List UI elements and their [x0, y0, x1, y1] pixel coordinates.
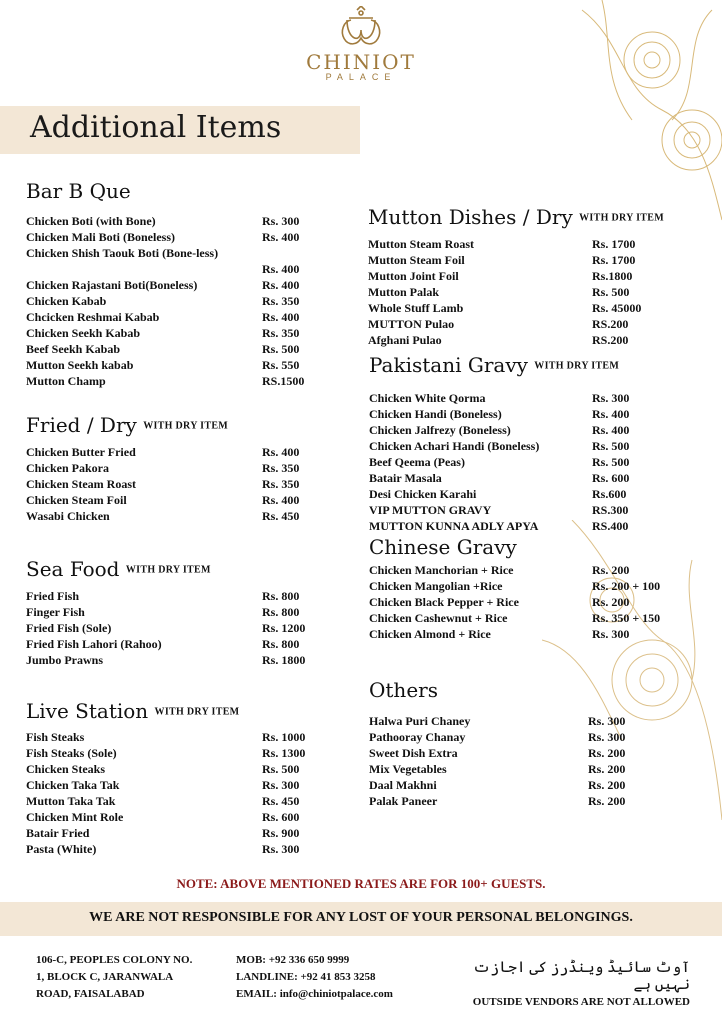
list-item: Chicken Cashewnut + Rice Rs. 350 + 150	[369, 611, 661, 625]
list-item: Daal Makhni Rs. 200	[369, 778, 626, 792]
list-item: Pathooray Chanay Rs. 300	[369, 730, 626, 744]
list-item: Fried Fish Rs. 800	[26, 589, 300, 603]
urdu-vendors-notice: آوٹ سائیڈ وینڈرز کی اجازت نہیں ہے	[472, 960, 690, 993]
list-item: Mutton Steam Roast Rs. 1700	[368, 237, 636, 251]
list-item: Mutton Taka Tak Rs. 450	[26, 794, 300, 808]
list-item: Chicken Boti (with Bone) Rs. 300	[26, 214, 300, 228]
item-list	[26, 444, 326, 524]
item-list	[369, 713, 689, 809]
section-title: Bar B Que	[26, 179, 131, 203]
list-item: Chicken Butter Fried Rs. 400	[26, 445, 300, 459]
list-item: Mutton Seekh kabab Rs. 550	[26, 358, 300, 372]
section-others	[369, 675, 689, 809]
footer-vendors	[440, 960, 690, 1011]
section-title: Chinese Gravy	[369, 535, 517, 559]
list-item: Chicken Rajastani Boti(Boneless) Rs. 400	[26, 278, 300, 292]
list-item: Chicken Achari Handi (Boneless) Rs. 500	[369, 439, 630, 453]
list-item: Chicken Mint Role Rs. 600	[26, 810, 300, 824]
list-item: Chicken Steaks Rs. 500	[26, 762, 300, 776]
list-item: Chicken Shish Taouk Boti (Bone-less) Rs. 400	[26, 246, 300, 276]
section-title: Pakistani Gravy WITH DRY ITEM	[369, 353, 620, 377]
list-item: Sweet Dish Extra Rs. 200	[369, 746, 626, 760]
list-item: VIP MUTTON GRAVY RS.300	[369, 503, 629, 517]
list-item: Chicken Steam Roast Rs. 350	[26, 477, 300, 491]
list-item: Mix Vegetables Rs. 200	[369, 762, 626, 776]
list-item: Mutton Champ RS.1500	[26, 374, 305, 388]
section-chinese-gravy	[369, 532, 699, 642]
list-item: Chicken White Qorma Rs. 300	[369, 391, 630, 405]
list-item: Chicken Steam Foil Rs. 400	[26, 493, 300, 507]
footer-address	[36, 952, 192, 1003]
section-title: Live Station WITH DRY ITEM	[26, 699, 240, 723]
list-item: Batair Masala Rs. 600	[369, 471, 630, 485]
list-item: Halwa Puri Chaney Rs. 300	[369, 714, 626, 728]
section-fried-dry	[26, 410, 326, 524]
list-item: Chicken Pakora Rs. 350	[26, 461, 300, 475]
list-item: Chicken Almond + Rice Rs. 300	[369, 627, 630, 641]
list-item: Desi Chicken Karahi Rs.600	[369, 487, 627, 501]
list-item: Chicken Mali Boti (Boneless) Rs. 400	[26, 230, 300, 244]
list-item: Mutton Palak Rs. 500	[368, 285, 630, 299]
section-title: Fried / Dry WITH DRY ITEM	[26, 413, 229, 437]
list-item: Fish Steaks Rs. 1000	[26, 730, 306, 744]
list-item: Chicken Jalfrezy (Boneless) Rs. 400	[369, 423, 630, 437]
list-item: Fried Fish (Sole) Rs. 1200	[26, 621, 306, 635]
list-item: Palak Paneer Rs. 200	[369, 794, 626, 808]
list-item: Finger Fish Rs. 800	[26, 605, 300, 619]
list-item: Afghani Pulao RS.200	[368, 333, 629, 347]
list-item: Wasabi Chicken Rs. 450	[26, 509, 300, 523]
item-list	[368, 236, 688, 348]
page-title: Additional Items	[30, 110, 282, 145]
list-item: Beef Seekh Kabab Rs. 500	[26, 342, 300, 356]
logo	[0, 6, 722, 82]
address-line: 1, BLOCK C, JARANWALA	[36, 971, 174, 983]
item-list	[26, 213, 326, 389]
address-line: 106-C, PEOPLES COLONY NO.	[36, 954, 193, 966]
item-list	[369, 562, 699, 642]
mobile-number: MOB: +92 336 650 9999	[236, 954, 350, 966]
logo-name: CHINIOT	[306, 50, 416, 74]
section-sea-food	[26, 554, 326, 668]
list-item: MUTTON KUNNA ADLY APYA RS.400	[369, 519, 629, 533]
item-list	[26, 588, 326, 668]
section-bar-b-que	[26, 176, 326, 389]
list-item: Chcicken Reshmai Kabab Rs. 400	[26, 310, 300, 324]
logo-subtitle: PALACE	[325, 72, 397, 82]
list-item: Beef Qeema (Peas) Rs. 500	[369, 455, 630, 469]
section-title: Others	[369, 678, 438, 702]
address-line: ROAD, FAISALABAD	[36, 988, 145, 1000]
section-title: Sea Food WITH DRY ITEM	[26, 557, 211, 581]
list-item: Chicken Kabab Rs. 350	[26, 294, 300, 308]
list-item: Chicken Manchorian + Rice Rs. 200	[369, 563, 630, 577]
list-item: Fish Steaks (Sole) Rs. 1300	[26, 746, 306, 760]
guest-note: NOTE: ABOVE MENTIONED RATES ARE FOR 100+ GUESTS.	[176, 876, 546, 891]
vendors-notice: OUTSIDE VENDORS ARE NOT ALLOWED	[472, 996, 690, 1008]
section-live-station	[26, 696, 326, 857]
section-pakistani-gravy	[369, 350, 689, 534]
list-item: Chicken Seekh Kabab Rs. 350	[26, 326, 300, 340]
section-mutton-dishes	[368, 202, 688, 348]
section-title: Mutton Dishes / Dry WITH DRY ITEM	[368, 205, 664, 229]
list-item: Chicken Black Pepper + Rice Rs. 200	[369, 595, 630, 609]
list-item: Pasta (White) Rs. 300	[26, 842, 300, 856]
item-list	[369, 390, 689, 534]
item-list	[26, 729, 326, 857]
list-item: Jumbo Prawns Rs. 1800	[26, 653, 306, 667]
list-item: Chicken Mangolian +Rice Rs. 200 + 100	[369, 579, 661, 593]
list-item: Chicken Taka Tak Rs. 300	[26, 778, 300, 792]
crown-monogram-icon	[339, 6, 383, 48]
email-address: EMAIL: info@chiniotpalace.com	[236, 988, 393, 1000]
list-item: Fried Fish Lahori (Rahoo) Rs. 800	[26, 637, 300, 651]
list-item: Batair Fried Rs. 900	[26, 826, 300, 840]
list-item: Chicken Handi (Boneless) Rs. 400	[369, 407, 630, 421]
list-item: Mutton Steam Foil Rs. 1700	[368, 253, 636, 267]
list-item: Whole Stuff Lamb Rs. 45000	[368, 301, 642, 315]
list-item: MUTTON Pulao RS.200	[368, 317, 629, 331]
landline-number: LANDLINE: +92 41 853 3258	[236, 971, 376, 983]
list-item: Mutton Joint Foil Rs.1800	[368, 269, 633, 283]
responsibility-text: WE ARE NOT RESPONSIBLE FOR ANY LOST OF YOUR PERSONAL BELONGINGS.	[89, 910, 633, 925]
footer-contact	[236, 952, 393, 1003]
